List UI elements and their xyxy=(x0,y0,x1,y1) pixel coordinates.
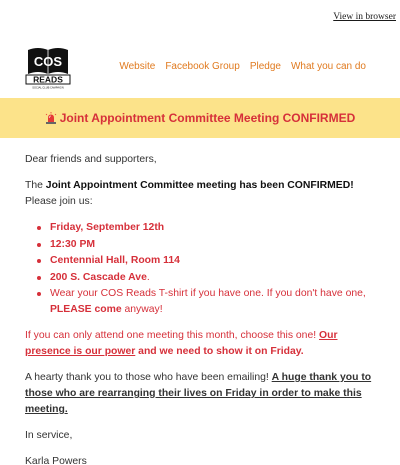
greeting: Dear friends and supporters, xyxy=(25,154,157,165)
list-item-time: 12:30 PM xyxy=(25,237,375,254)
signature: Karla Powers xyxy=(25,456,87,465)
cos-reads-logo-graphic xyxy=(24,44,72,90)
nav-facebook-group[interactable]: Facebook Group xyxy=(165,61,240,72)
thanks-link[interactable]: A huge thank you to those who are rearranging their lives on Friday in order to make this meeting. xyxy=(25,372,372,415)
list-item-address: 200 S. Cascade Ave. xyxy=(25,270,375,287)
intro-bold: Joint Appointment Committee meeting has been CONFIRMED! xyxy=(45,180,354,191)
announcement-banner xyxy=(0,98,400,138)
view-in-browser-link[interactable]: View in browser xyxy=(333,12,396,22)
banner-title xyxy=(45,111,356,125)
thanks-paragraph xyxy=(25,370,375,418)
intro-paragraph xyxy=(25,178,375,210)
attend-pre: If you can only attend one meeting this month, choose this one! xyxy=(25,330,320,341)
logo-tagline: SOCIAL CLUB CAMPAIGN xyxy=(32,86,64,90)
intro-pre: The xyxy=(25,180,46,191)
nav-website[interactable]: Website xyxy=(119,61,156,72)
presence-link[interactable]: Our presence is our power xyxy=(25,330,338,357)
meeting-details-list xyxy=(25,220,375,318)
nav-pledge[interactable]: Pledge xyxy=(249,61,281,72)
attend-paragraph xyxy=(25,328,375,360)
email-header xyxy=(0,36,400,98)
email-body xyxy=(25,152,375,465)
list-item-tshirt: Wear your COS Reads T-shirt if you have one. If you don't have one, PLEASE come anyway! xyxy=(25,286,375,318)
intro-post: Please join us: xyxy=(25,196,93,207)
logo-text-bottom: READS xyxy=(33,74,63,85)
banner-title-text: Joint Appointment Committee Meeting CONFIRMED xyxy=(59,111,356,125)
siren-icon xyxy=(45,112,57,124)
topbar xyxy=(0,0,400,36)
nav-what-you-can-do[interactable]: What you can do xyxy=(290,61,366,72)
list-item-location: Centennial Hall, Room 114 xyxy=(25,253,375,270)
closing: In service, xyxy=(25,430,73,441)
attend-post: and we need to show it on Friday. xyxy=(135,346,304,357)
logo-text-top: COS xyxy=(33,54,63,69)
thanks-pre: A hearty thank you to those who have been emailing! xyxy=(25,372,272,383)
list-item-date: Friday, September 12th xyxy=(25,220,375,237)
header-nav xyxy=(119,61,366,72)
cos-reads-logo[interactable] xyxy=(24,44,72,90)
